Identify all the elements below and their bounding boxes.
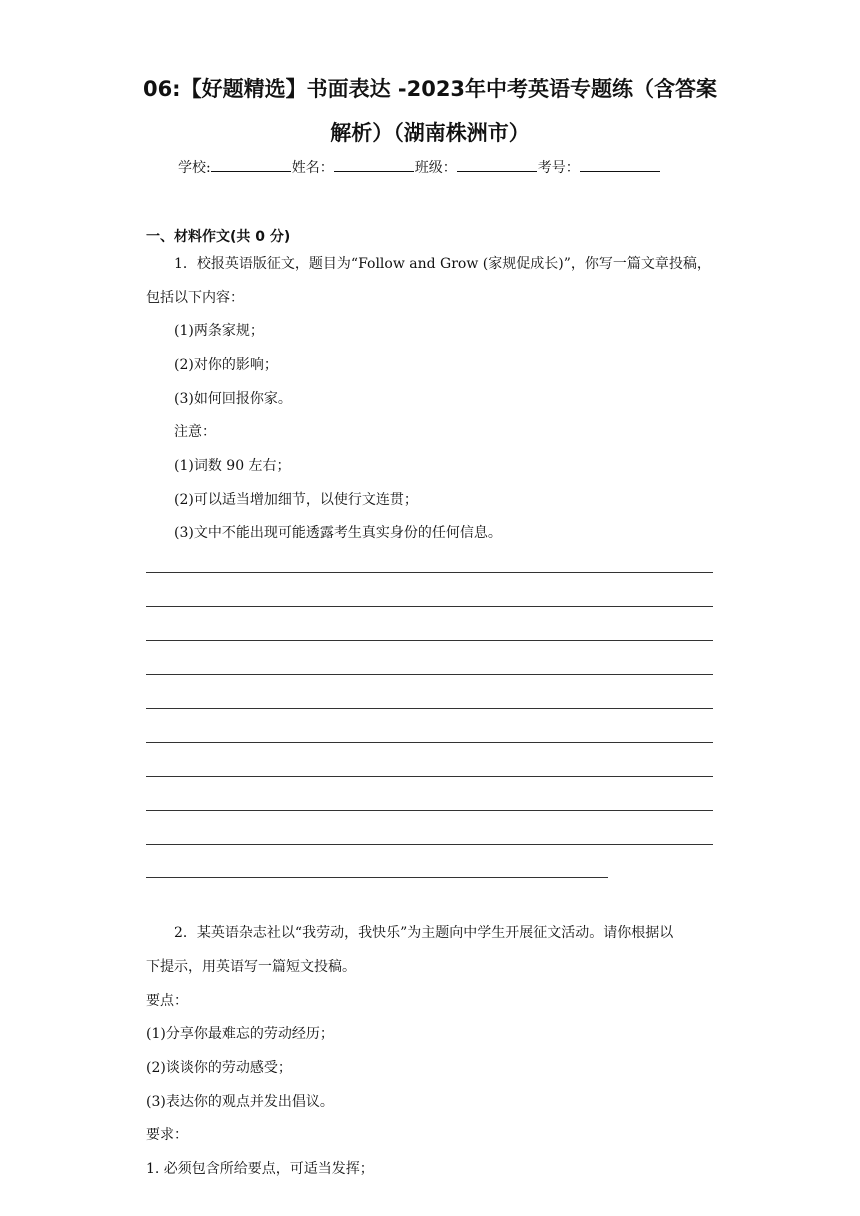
answer-line[interactable] [146,844,713,845]
q2-requirement: 1. 必须包含所给要点，可适当发挥； [146,1161,374,1177]
student-info-row [178,157,661,179]
q1-prompt-line-1: 1．校报英语版征文，题目为“Follow and Grow (家规促成长)”，你写一篇文章投稿， [174,256,711,272]
q2-points-label: 要点： [146,993,188,1009]
document-title-line-1: 06:【好题精选】书面表达 -2023年中考英语专题练（含答案 [142,77,718,101]
q1-notes-label: 注意： [174,424,216,440]
q1-prompt-line-2: 包括以下内容： [146,290,244,306]
q1-note: (3)文中不能出现可能透露考生真实身份的任何信息。 [174,525,502,541]
section-heading: 一、材料作文(共 0 分) [146,229,291,245]
answer-line[interactable] [146,742,713,743]
class-blank[interactable] [457,157,537,172]
exam-number-label: 考号： [537,160,580,176]
answer-line[interactable] [146,708,713,709]
answer-line[interactable] [146,572,713,573]
q1-note: (1)词数 90 左右； [174,458,291,474]
q2-point: (3)表达你的观点并发出倡议。 [146,1094,334,1110]
q1-point: (3)如何回报你家。 [174,391,292,407]
school-label: 学校: [178,160,211,176]
name-label: 姓名： [291,160,334,176]
name-blank[interactable] [334,157,414,172]
answer-line[interactable] [146,640,713,641]
document-title-line-2: 解析）（湖南株洲市） [330,121,530,145]
q2-point: (2)谈谈你的劳动感受； [146,1060,292,1076]
answer-line[interactable] [146,877,608,878]
q2-prompt-line-1: 2．某英语杂志社以“我劳动，我快乐”为主题向中学生开展征文活动。请你根据以 [174,925,674,941]
answer-line[interactable] [146,776,713,777]
school-blank[interactable] [211,157,291,172]
q2-point: (1)分享你最难忘的劳动经历； [146,1026,334,1042]
answer-line[interactable] [146,810,713,811]
q1-point: (1)两条家规； [174,323,264,339]
answer-line[interactable] [146,674,713,675]
q2-requirements-label: 要求： [146,1127,188,1143]
exam-number-blank[interactable] [580,157,660,172]
q1-note: (2)可以适当增加细节，以使行文连贯； [174,492,418,508]
q1-point: (2)对你的影响； [174,357,278,373]
q2-prompt-line-2: 下提示，用英语写一篇短文投稿。 [146,959,356,975]
class-label: 班级： [414,160,457,176]
answer-line[interactable] [146,606,713,607]
